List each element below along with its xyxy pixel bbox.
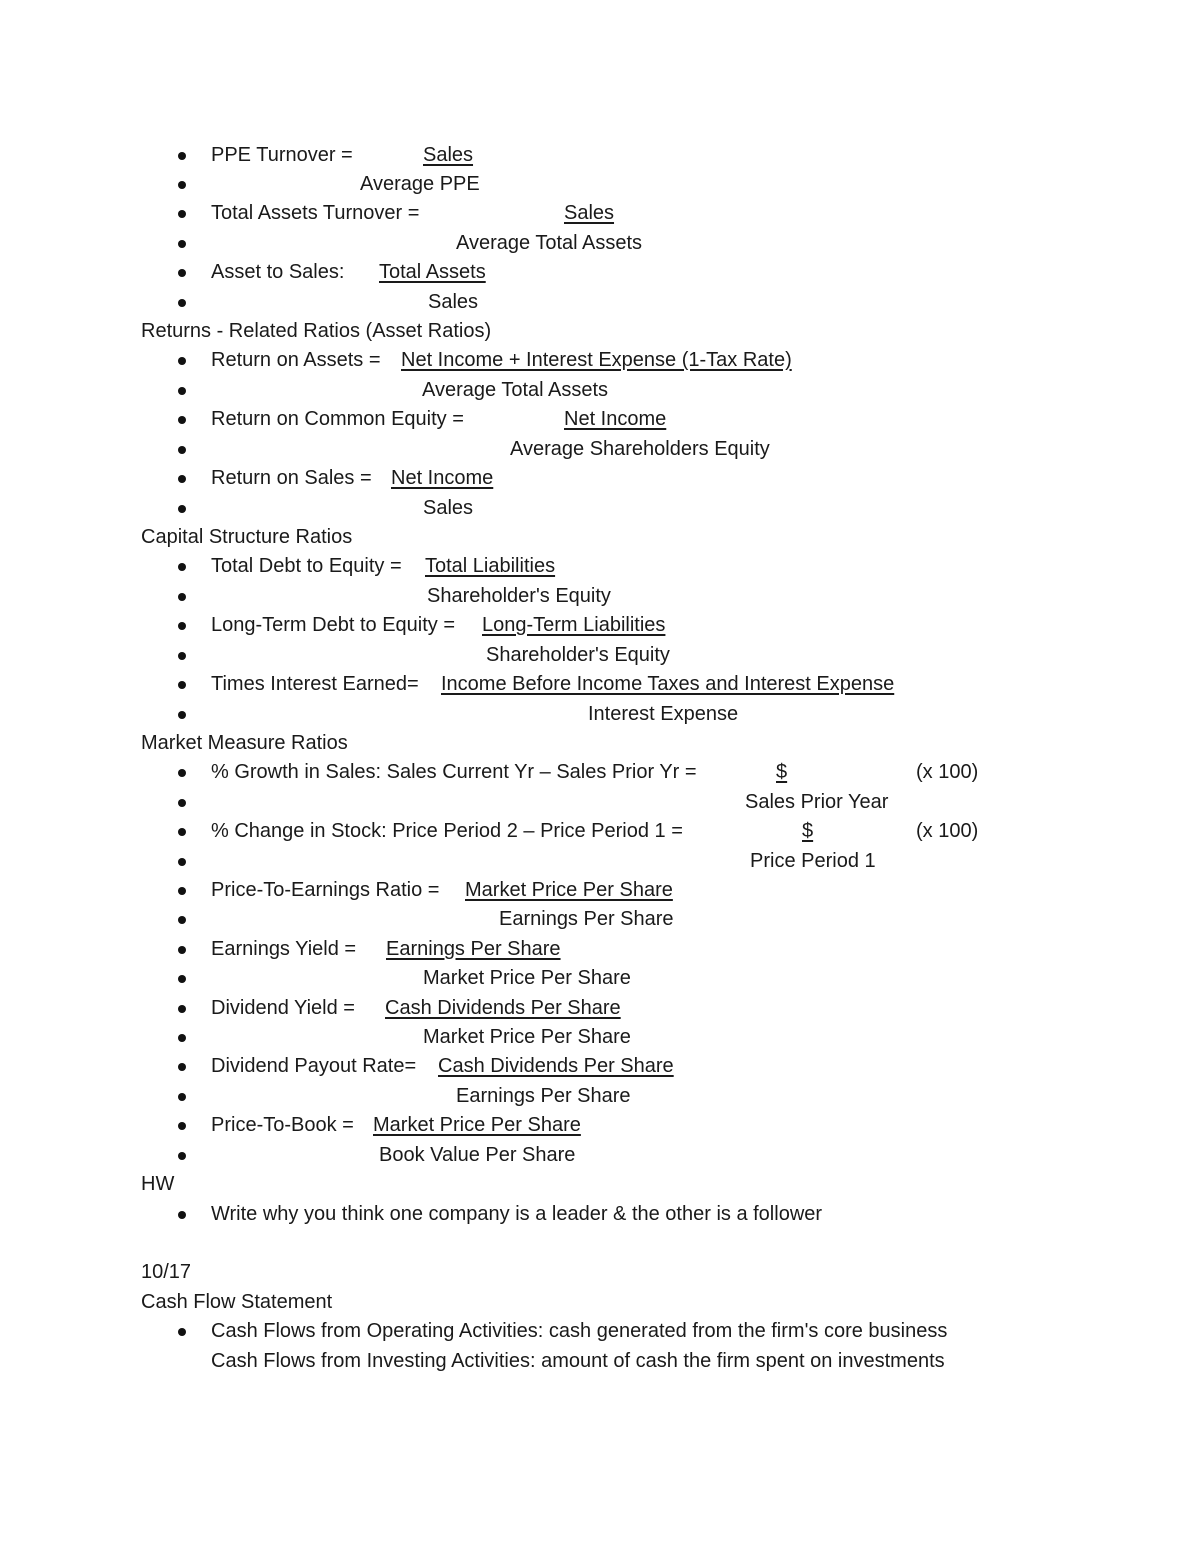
ptb-numerator: Market Price Per Share [373, 1114, 581, 1136]
pe-numerator: Market Price Per Share [465, 879, 673, 901]
total-assets-turnover-label: Total Assets Turnover = [211, 202, 420, 224]
bullet [178, 210, 186, 218]
lt-debt-equity-denominator: Shareholder's Equity [486, 644, 670, 666]
bullet [178, 1328, 186, 1336]
debt-equity-label: Total Debt to Equity = [211, 555, 402, 577]
change-stock-label: % Change in Stock: Price Period 2 – Price Period 1 = [211, 820, 683, 842]
bullet [178, 652, 186, 660]
tie-label: Times Interest Earned= [211, 673, 419, 695]
bullet [178, 593, 186, 601]
pe-label: Price-To-Earnings Ratio = [211, 879, 440, 901]
growth-sales-multiplier: (x 100) [916, 761, 979, 783]
returns-heading: Returns - Related Ratios (Asset Ratios) [141, 320, 492, 342]
bullet [178, 563, 186, 571]
hw-item: Write why you think one company is a leader & the other is a follower [211, 1203, 823, 1225]
roe-denominator: Average Shareholders Equity [510, 438, 770, 460]
total-assets-turnover-numerator: Sales [564, 202, 615, 224]
bullet [178, 622, 186, 630]
bullet [178, 1152, 186, 1160]
roa-numerator: Net Income + Interest Expense (1-Tax Rate) [401, 349, 792, 371]
bullet [178, 181, 186, 189]
change-stock-multiplier: (x 100) [916, 820, 979, 842]
ppe-turnover-numerator: Sales [423, 144, 474, 166]
market-heading: Market Measure Ratios [141, 732, 348, 754]
roe-label: Return on Common Equity = [211, 408, 464, 430]
dividend-yield-numerator: Cash Dividends Per Share [385, 997, 621, 1019]
growth-sales-denominator: Sales Prior Year [745, 791, 889, 813]
operating-activities: Cash Flows from Operating Activities: cash generated from the firm's core business [211, 1320, 948, 1342]
payout-numerator: Cash Dividends Per Share [438, 1055, 674, 1077]
bullet [178, 769, 186, 777]
earnings-yield-denominator: Market Price Per Share [423, 967, 631, 989]
pe-denominator: Earnings Per Share [499, 908, 674, 930]
payout-label: Dividend Payout Rate= [211, 1055, 417, 1077]
bullet [178, 387, 186, 395]
bullet [178, 1034, 186, 1042]
change-stock-denominator: Price Period 1 [750, 850, 876, 872]
payout-denominator: Earnings Per Share [456, 1085, 631, 1107]
ppe-turnover-denominator: Average PPE [360, 173, 480, 195]
growth-sales-label: % Growth in Sales: Sales Current Yr – Sales Prior Yr = [211, 761, 697, 783]
bullet [178, 887, 186, 895]
bullet [178, 711, 186, 719]
bullet [178, 505, 186, 513]
tie-denominator: Interest Expense [588, 703, 739, 725]
earnings-yield-numerator: Earnings Per Share [386, 938, 561, 960]
bullet [178, 446, 186, 454]
dividend-yield-label: Dividend Yield = [211, 997, 355, 1019]
bullet [178, 416, 186, 424]
bullet [178, 1122, 186, 1130]
bullet [178, 681, 186, 689]
bullet [178, 1005, 186, 1013]
debt-equity-denominator: Shareholder's Equity [427, 585, 611, 607]
ros-label: Return on Sales = [211, 467, 372, 489]
change-stock-numerator: $ [802, 820, 814, 842]
ppe-turnover-label: PPE Turnover = [211, 144, 353, 166]
earnings-yield-label: Earnings Yield = [211, 938, 357, 960]
cash-flow-heading: Cash Flow Statement [141, 1291, 333, 1313]
asset-to-sales-numerator: Total Assets [379, 261, 486, 283]
bullet [178, 475, 186, 483]
bullet [178, 299, 186, 307]
debt-equity-numerator: Total Liabilities [425, 555, 556, 577]
ros-denominator: Sales [423, 497, 474, 519]
lt-debt-equity-label: Long-Term Debt to Equity = [211, 614, 456, 636]
ros-numerator: Net Income [391, 467, 494, 489]
ptb-denominator: Book Value Per Share [379, 1144, 576, 1166]
bullet [178, 975, 186, 983]
tie-numerator: Income Before Income Taxes and Interest Expense [441, 673, 895, 695]
bullet [178, 1211, 186, 1219]
bullet [178, 858, 186, 866]
roa-label: Return on Assets = [211, 349, 381, 371]
dividend-yield-denominator: Market Price Per Share [423, 1026, 631, 1048]
asset-to-sales-label: Asset to Sales: [211, 261, 345, 283]
lt-debt-equity-numerator: Long-Term Liabilities [482, 614, 666, 636]
bullet [178, 152, 186, 160]
hw-heading: HW [141, 1173, 175, 1195]
bullet [178, 1093, 186, 1101]
date-heading: 10/17 [141, 1261, 192, 1283]
bullet [178, 799, 186, 807]
total-assets-turnover-denominator: Average Total Assets [456, 232, 643, 254]
roe-numerator: Net Income [564, 408, 667, 430]
bullet [178, 946, 186, 954]
bullet [178, 1063, 186, 1071]
bullet [178, 828, 186, 836]
growth-sales-numerator: $ [776, 761, 788, 783]
asset-to-sales-denominator: Sales [428, 291, 479, 313]
bullet [178, 357, 186, 365]
investing-activities: Cash Flows from Investing Activities: amount of cash the firm spent on investments [211, 1350, 945, 1372]
bullet [178, 269, 186, 277]
roa-denominator: Average Total Assets [422, 379, 609, 401]
capital-heading: Capital Structure Ratios [141, 526, 353, 548]
bullet [178, 916, 186, 924]
ptb-label: Price-To-Book = [211, 1114, 354, 1136]
bullet [178, 240, 186, 248]
